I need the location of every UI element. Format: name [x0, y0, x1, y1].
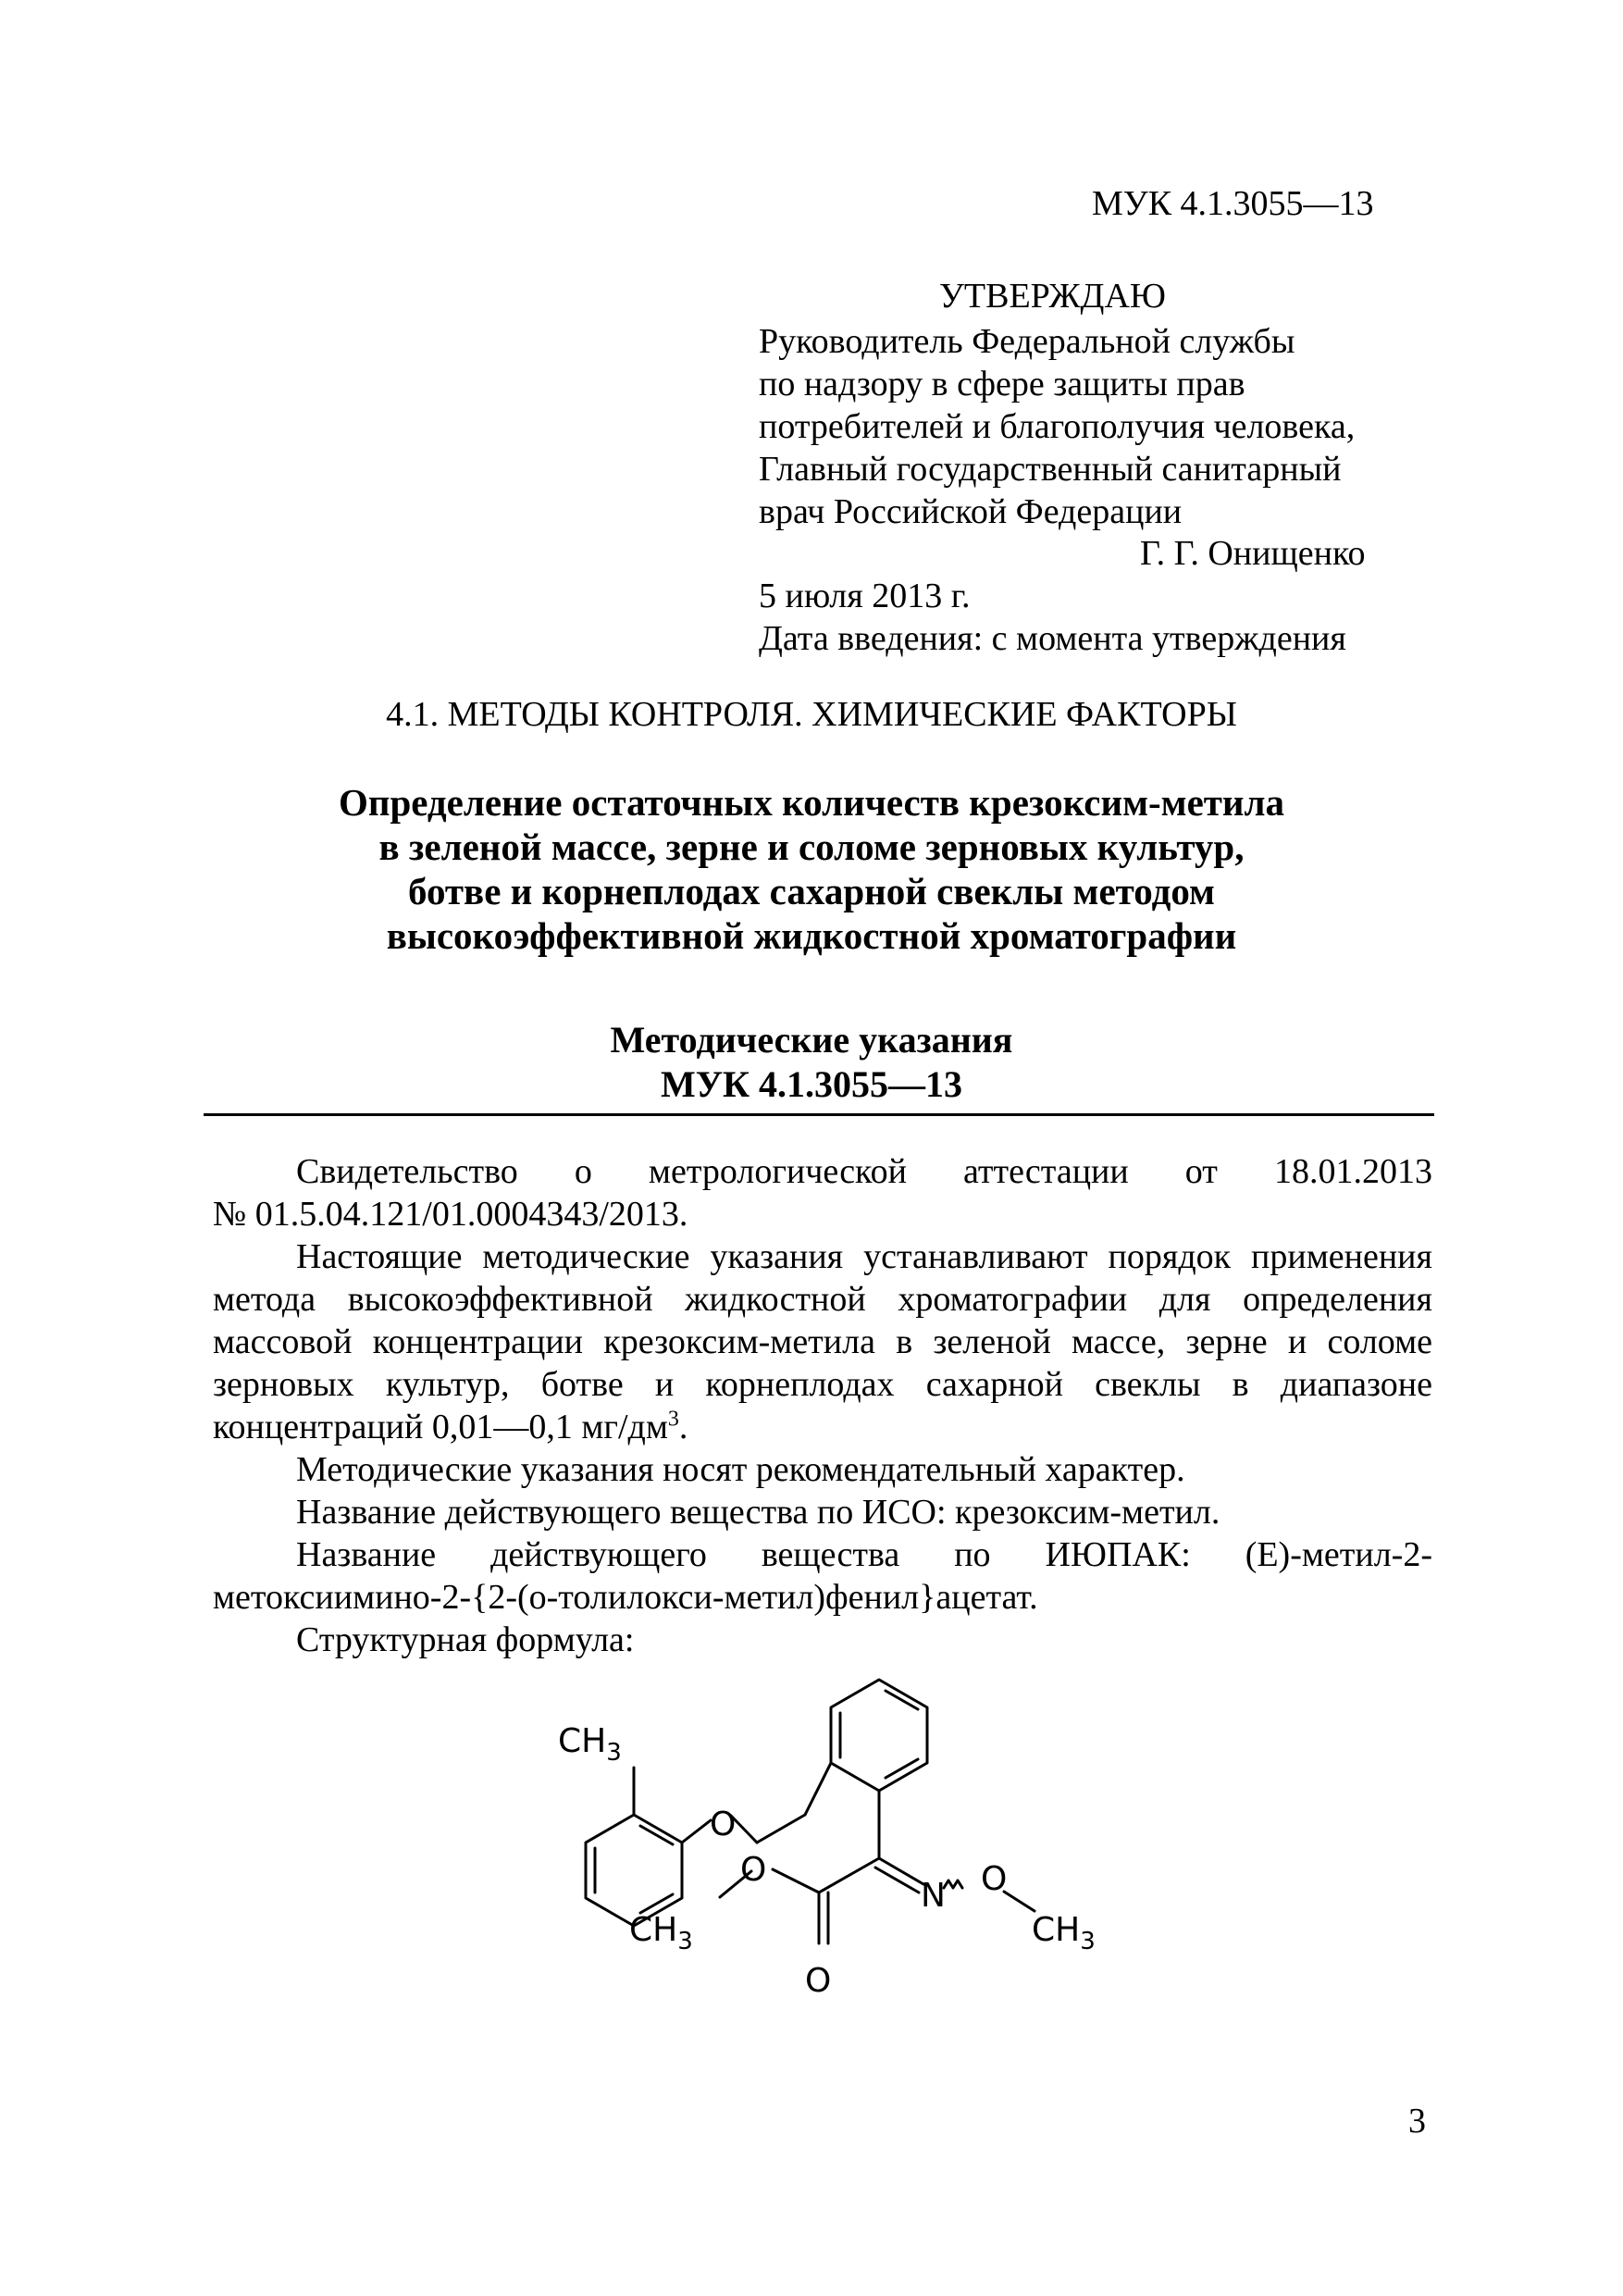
recommendation-paragraph: Методические указания носят рекомендательный характер. — [296, 1450, 1185, 1489]
approval-signer: Г. Г. Онищенко — [1140, 534, 1366, 573]
approval-line: потребителей и благополучия человека, — [759, 407, 1356, 446]
formula-atom-o-carbonyl: O — [805, 1962, 832, 2000]
formula-atom-o-ester: O — [740, 1851, 767, 1889]
title-line: в зеленой массе, зерне и соломе зерновых культур, — [378, 825, 1245, 868]
certificate-paragraph-line1: Свидетельство о метрологической аттестации от 18.01.2013 — [296, 1152, 1432, 1191]
formula-atom-n-oxime: N — [921, 1877, 946, 1915]
page-number: 3 — [1408, 2102, 1426, 2141]
section-heading: 4.1. МЕТОДЫ КОНТРОЛЯ. ХИМИЧЕСКИЕ ФАКТОРЫ — [386, 695, 1237, 734]
structural-formula — [0, 1670, 1623, 2059]
document-code-header: МУК 4.1.3055—13 — [1092, 184, 1374, 223]
scope-end: . — [678, 1408, 688, 1446]
approval-line: Руководитель Федеральной службы — [759, 322, 1295, 361]
iso-name-paragraph: Название действующего вещества по ИСО: крезоксим-метил. — [296, 1493, 1220, 1532]
document-type — [0, 1018, 1623, 1107]
effective-date: Дата введения: с момента утверждения — [759, 619, 1346, 658]
title-line: высокоэффективной жидкостной хроматографии — [386, 914, 1237, 957]
approval-line: Главный государственный санитарный — [759, 450, 1342, 489]
formula-atom-o-ether: O — [710, 1806, 737, 1843]
formula-atom-ch3-top: $CH_3$ — [558, 1722, 622, 1767]
certificate-paragraph-line2: № 01.5.04.121/01.0004343/2013. — [213, 1195, 688, 1234]
approval-block — [759, 320, 1355, 533]
superscript: 3 — [667, 1407, 679, 1432]
title-line: Определение остаточных количеств крезоксим-метила — [338, 781, 1285, 824]
formula-atom-o-methoxy: O — [981, 1860, 1008, 1898]
approval-date: 5 июля 2013 г. — [759, 577, 971, 615]
scope-text: Настоящие методические указания устанавливают порядок применения метода высокоэффективной жидкостной хроматографии для определения массовой концентрации крезоксим-метила в зеленой массе, зерне и соломе зерновых культур, ботве и корнеплодах сахарной свеклы в диапазоне концентраций 0,01—0,1 мг/дм — [213, 1237, 1432, 1446]
document-type-code: МУК 4.1.3055—13 — [660, 1063, 963, 1105]
document-title — [0, 780, 1623, 958]
formula-atom-ch3-ester: $CH_3$ — [629, 1911, 693, 1955]
approval-line: врач Российской Федерации — [759, 492, 1183, 531]
formula-atom-ch3-methoxy: $CH_3$ — [1032, 1911, 1096, 1955]
structure-formula-label: Структурная формула: — [296, 1620, 635, 1659]
horizontal-rule — [204, 1113, 1434, 1116]
approval-heading: УТВЕРЖДАЮ — [939, 277, 1166, 316]
document-type-label: Методические указания — [610, 1019, 1013, 1061]
iupac-name-paragraph: Название действующего вещества по ИЮПАК: (Е)-метил-2-метоксиимино-2-{2-(о-толилокси-метил)фенил}ацетат. — [213, 1535, 1432, 1617]
approval-line: по надзору в сфере защиты прав — [759, 365, 1245, 403]
title-line: ботве и корнеплодах сахарной свеклы методом — [408, 870, 1215, 912]
scope-paragraph — [213, 1235, 1432, 1448]
body-text — [213, 1150, 1432, 1661]
